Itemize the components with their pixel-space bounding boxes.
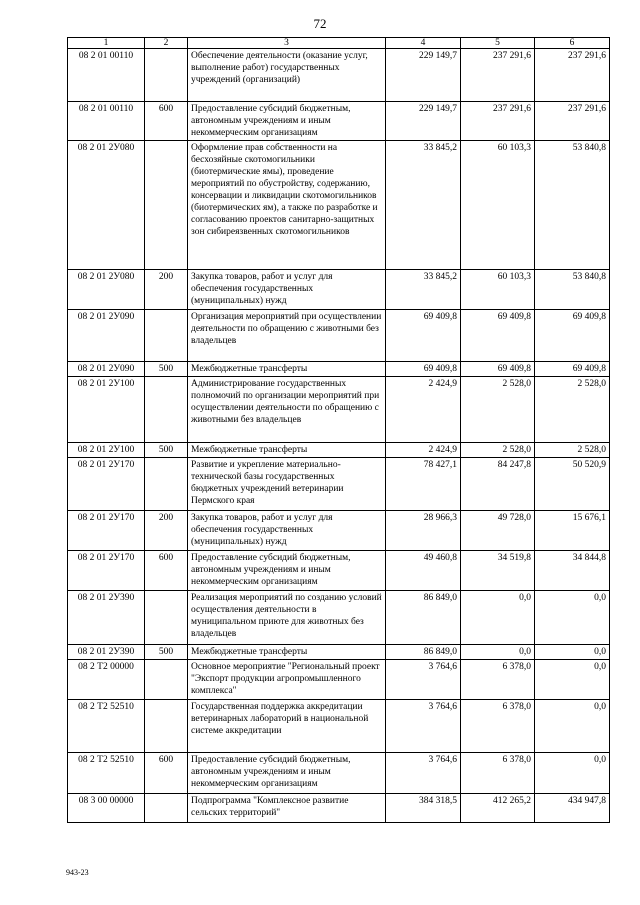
table-row [68,102,610,141]
item-name-cell: Основное мероприятие "Региональный проект "Экспорт продукции агропромышленного комплекса" [188,660,386,700]
expense-type-cell [145,141,188,270]
item-name-cell: Предоставление субсидий бюджетным, автономным учреждениям и иным некоммерческим организациям [188,753,386,794]
column-header: 2 [145,38,188,49]
amount-year2-cell: 34 519,8 [461,551,535,591]
amount-year3-cell: 0,0 [535,660,610,700]
table-row [68,270,610,310]
amount-year2-cell: 6 378,0 [461,660,535,700]
amount-year3-cell: 237 291,6 [535,49,610,102]
amount-year1-cell: 3 764,6 [386,660,461,700]
amount-year1-cell: 49 460,8 [386,551,461,591]
amount-year1-cell: 69 409,8 [386,310,461,362]
amount-year1-cell: 33 845,2 [386,270,461,310]
budget-code-cell: 08 2 Т2 52510 [68,700,145,753]
budget-code-cell: 08 2 01 2У090 [68,310,145,362]
table-row [68,458,610,511]
table-row [68,700,610,753]
item-name-cell: Развитие и укрепление материально-технической базы государственных бюджетных учреждений ветеринарии Пермского края [188,458,386,511]
item-name-cell: Реализация мероприятий по созданию условий осуществления деятельности в муниципальном приюте для животных без владельцев [188,591,386,645]
item-name-cell: Администрирование государственных полномочий по организации мероприятий при осуществлении деятельности по обращению с животными без владельцев [188,377,386,443]
item-name-cell: Предоставление субсидий бюджетным, автономным учреждениям и иным некоммерческим организациям [188,102,386,141]
budget-code-cell: 08 2 01 2У170 [68,511,145,551]
amount-year2-cell: 60 103,3 [461,141,535,270]
expense-type-cell: 200 [145,270,188,310]
amount-year3-cell: 69 409,8 [535,310,610,362]
expense-type-cell [145,794,188,823]
expense-type-cell [145,377,188,443]
table-row [68,511,610,551]
amount-year2-cell: 6 378,0 [461,700,535,753]
amount-year3-cell: 53 840,8 [535,270,610,310]
item-name-cell: Предоставление субсидий бюджетным, автономным учреждениям и иным некоммерческим организациям [188,551,386,591]
amount-year3-cell: 0,0 [535,645,610,660]
item-name-cell: Межбюджетные трансферты [188,443,386,458]
amount-year3-cell: 53 840,8 [535,141,610,270]
expense-type-cell [145,660,188,700]
amount-year3-cell: 0,0 [535,753,610,794]
column-header: 5 [461,38,535,49]
table-row [68,551,610,591]
item-name-cell: Межбюджетные трансферты [188,362,386,377]
item-name-cell: Обеспечение деятельности (оказание услуг, выполнение работ) государственных учреждений (организаций) [188,49,386,102]
table-row [68,362,610,377]
expense-type-cell [145,700,188,753]
amount-year1-cell: 33 845,2 [386,141,461,270]
amount-year3-cell: 237 291,6 [535,102,610,141]
column-header: 1 [68,38,145,49]
column-header: 4 [386,38,461,49]
budget-code-cell: 08 2 Т2 00000 [68,660,145,700]
table-row [68,141,610,270]
amount-year1-cell: 78 427,1 [386,458,461,511]
page-number: 72 [313,16,327,31]
amount-year3-cell: 34 844,8 [535,551,610,591]
table-row [68,794,610,823]
expense-type-cell: 500 [145,362,188,377]
amount-year3-cell: 69 409,8 [535,362,610,377]
expense-type-cell: 500 [145,645,188,660]
budget-table [67,37,610,823]
budget-code-cell: 08 2 01 2У170 [68,551,145,591]
amount-year1-cell: 86 849,0 [386,591,461,645]
item-name-cell: Государственная поддержка аккредитации ветеринарных лабораторий в национальной системе аккредитации [188,700,386,753]
budget-code-cell: 08 2 01 2У100 [68,443,145,458]
column-header: 6 [535,38,610,49]
amount-year1-cell: 2 424,9 [386,377,461,443]
header-row [68,38,610,49]
table-row [68,443,610,458]
amount-year3-cell: 434 947,8 [535,794,610,823]
item-name-cell: Организация мероприятий при осуществлении деятельности по обращению с животными без владельцев [188,310,386,362]
amount-year1-cell: 3 764,6 [386,700,461,753]
amount-year2-cell: 237 291,6 [461,49,535,102]
amount-year1-cell: 229 149,7 [386,102,461,141]
amount-year2-cell: 412 265,2 [461,794,535,823]
budget-code-cell: 08 2 01 2У390 [68,645,145,660]
item-name-cell: Подпрограмма "Комплексное развитие сельских территорий" [188,794,386,823]
expense-type-cell: 600 [145,753,188,794]
item-name-cell: Закупка товаров, работ и услуг для обеспечения государственных (муниципальных) нужд [188,270,386,310]
table-row [68,591,610,645]
table-row [68,753,610,794]
amount-year1-cell: 384 318,5 [386,794,461,823]
amount-year1-cell: 28 966,3 [386,511,461,551]
expense-type-cell: 600 [145,551,188,591]
expense-type-cell: 200 [145,511,188,551]
amount-year2-cell: 6 378,0 [461,753,535,794]
budget-code-cell: 08 2 01 2У080 [68,141,145,270]
amount-year1-cell: 229 149,7 [386,49,461,102]
amount-year1-cell: 86 849,0 [386,645,461,660]
amount-year3-cell: 15 676,1 [535,511,610,551]
expense-type-cell [145,458,188,511]
budget-code-cell: 08 2 01 2У390 [68,591,145,645]
table-row [68,645,610,660]
amount-year3-cell: 2 528,0 [535,377,610,443]
amount-year3-cell: 0,0 [535,700,610,753]
budget-code-cell: 08 2 01 2У080 [68,270,145,310]
amount-year2-cell: 237 291,6 [461,102,535,141]
amount-year2-cell: 0,0 [461,591,535,645]
amount-year2-cell: 2 528,0 [461,443,535,458]
item-name-cell: Закупка товаров, работ и услуг для обеспечения государственных (муниципальных) нужд [188,511,386,551]
amount-year3-cell: 2 528,0 [535,443,610,458]
amount-year3-cell: 50 520,9 [535,458,610,511]
amount-year2-cell: 49 728,0 [461,511,535,551]
expense-type-cell [145,310,188,362]
amount-year2-cell: 84 247,8 [461,458,535,511]
column-header: 3 [188,38,386,49]
budget-code-cell: 08 3 00 00000 [68,794,145,823]
budget-code-cell: 08 2 01 00110 [68,102,145,141]
table-row [68,49,610,102]
table-row [68,310,610,362]
budget-code-cell: 08 2 01 00110 [68,49,145,102]
expense-type-cell: 500 [145,443,188,458]
amount-year1-cell: 2 424,9 [386,443,461,458]
amount-year1-cell: 3 764,6 [386,753,461,794]
budget-code-cell: 08 2 01 2У090 [68,362,145,377]
table-row [68,660,610,700]
amount-year2-cell: 2 528,0 [461,377,535,443]
table-row [68,377,610,443]
amount-year2-cell: 69 409,8 [461,362,535,377]
expense-type-cell: 600 [145,102,188,141]
item-name-cell: Межбюджетные трансферты [188,645,386,660]
footer-code: 943-23 [66,868,89,877]
expense-type-cell [145,49,188,102]
budget-code-cell: 08 2 01 2У100 [68,377,145,443]
amount-year3-cell: 0,0 [535,591,610,645]
budget-code-cell: 08 2 Т2 52510 [68,753,145,794]
amount-year2-cell: 60 103,3 [461,270,535,310]
expense-type-cell [145,591,188,645]
budget-code-cell: 08 2 01 2У170 [68,458,145,511]
amount-year1-cell: 69 409,8 [386,362,461,377]
amount-year2-cell: 69 409,8 [461,310,535,362]
item-name-cell: Оформление прав собственности на бесхозяйные скотомогильники (биотермические ямы), проведение мероприятий по обустройству, содержанию, консервации и ликвидации скотомогильников (биотермических ям), а также по разработке и согласованию проектов санитарно-защитных зон сибиреязвенных скотомогильников [188,141,386,270]
amount-year2-cell: 0,0 [461,645,535,660]
